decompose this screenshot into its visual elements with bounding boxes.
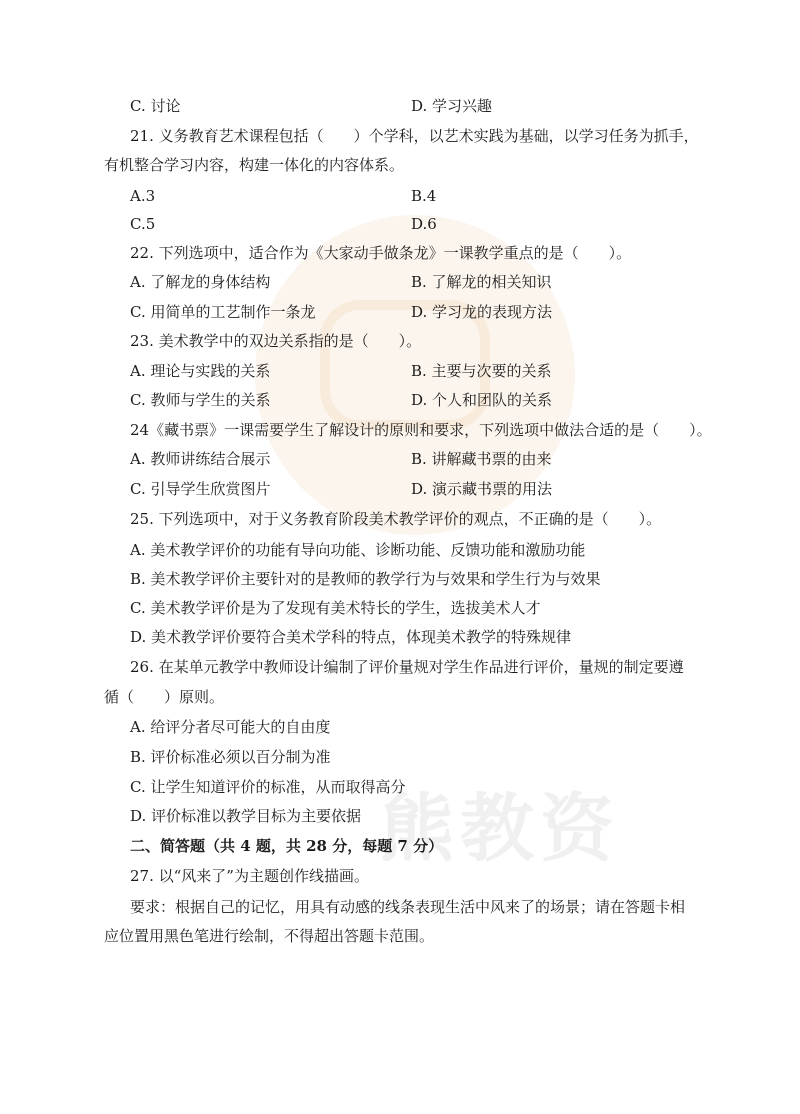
q22-option-c: C. 用简单的工艺制作一条龙 — [130, 303, 316, 321]
q24-option-c: C. 引导学生欣赏图片 — [130, 480, 271, 498]
q24-option-b: B. 讲解藏书票的由来 — [411, 450, 552, 468]
q23-stem: 23. 美术教学中的双边关系指的是（ ）。 — [130, 332, 422, 350]
q26-stem-2: 循（ ）原则。 — [104, 688, 225, 706]
q25-option-d: D. 美术教学评价要符合美术学科的特点，体现美术教学的特殊规律 — [130, 628, 572, 646]
q22-option-b: B. 了解龙的相关知识 — [411, 273, 552, 291]
q21-option-c: C.5 — [130, 215, 156, 233]
q26-stem-1: 26. 在某单元教学中教师设计编制了评价量规对学生作品进行评价，量规的制定要遵 — [130, 658, 684, 676]
q24-option-d: D. 演示藏书票的用法 — [411, 480, 553, 498]
q26-option-b: B. 评价标准必须以百分制为准 — [130, 748, 331, 766]
q23-option-c: C. 教师与学生的关系 — [130, 391, 271, 409]
q25-option-b: B. 美术教学评价主要针对的是教师的教学行为与效果和学生行为与效果 — [130, 570, 601, 588]
q21-option-a: A.3 — [130, 187, 156, 205]
q23-option-d: D. 个人和团队的关系 — [411, 391, 553, 409]
q20-option-d: D. 学习兴趣 — [411, 97, 493, 115]
q21-stem-2: 有机整合学习内容，构建一体化的内容体系。 — [104, 156, 405, 174]
q21-stem-1: 21. 义务教育艺术课程包括（ ）个学科，以艺术实践为基础，以学习任务为抓手， — [130, 127, 699, 145]
q22-option-d: D. 学习龙的表现方法 — [411, 303, 553, 321]
q24-option-a: A. 教师讲练结合展示 — [130, 450, 271, 468]
q26-option-a: A. 给评分者尽可能大的自由度 — [130, 718, 331, 736]
q23-option-b: B. 主要与次要的关系 — [411, 362, 552, 380]
q23-option-a: A. 理论与实践的关系 — [130, 362, 271, 380]
q24-stem: 24《藏书票》一课需要学生了解设计的原则和要求，下列选项中做法合适的是（ ）。 — [130, 421, 712, 439]
q27-stem: 27. 以“风来了”为主题创作线描画。 — [130, 867, 369, 885]
q26-option-d: D. 评价标准以教学目标为主要依据 — [130, 807, 362, 825]
q25-option-a: A. 美术教学评价的功能有导向功能、诊断功能、反馈功能和激励功能 — [130, 541, 586, 559]
q20-option-c: C. 讨论 — [130, 97, 181, 115]
q27-requirement-2: 应位置用黑色笔进行绘制，不得超出答题卡范围。 — [104, 927, 435, 945]
q27-requirement-1: 要求：根据自己的记忆，用具有动感的线条表现生活中风来了的场景；请在答题卡相 — [130, 898, 686, 916]
q22-stem: 22. 下列选项中，适合作为《大家动手做条龙》一课教学重点的是（ ）。 — [130, 244, 632, 262]
q21-option-d: D.6 — [411, 215, 437, 233]
q25-option-c: C. 美术教学评价是为了发现有美术特长的学生，选拔美术人才 — [130, 599, 541, 617]
q22-option-a: A. 了解龙的身体结构 — [130, 273, 271, 291]
section-2-heading: 二、简答题（共 4 题，共 28 分，每题 7 分） — [130, 837, 444, 855]
q25-stem: 25. 下列选项中，对于义务教育阶段美术教学评价的观点，不正确的是（ ）。 — [130, 510, 662, 528]
q21-option-b: B.4 — [411, 187, 437, 205]
watermark-text: 熊教资 — [380, 786, 620, 872]
q26-option-c: C. 让学生知道评价的标准，从而取得高分 — [130, 778, 406, 796]
